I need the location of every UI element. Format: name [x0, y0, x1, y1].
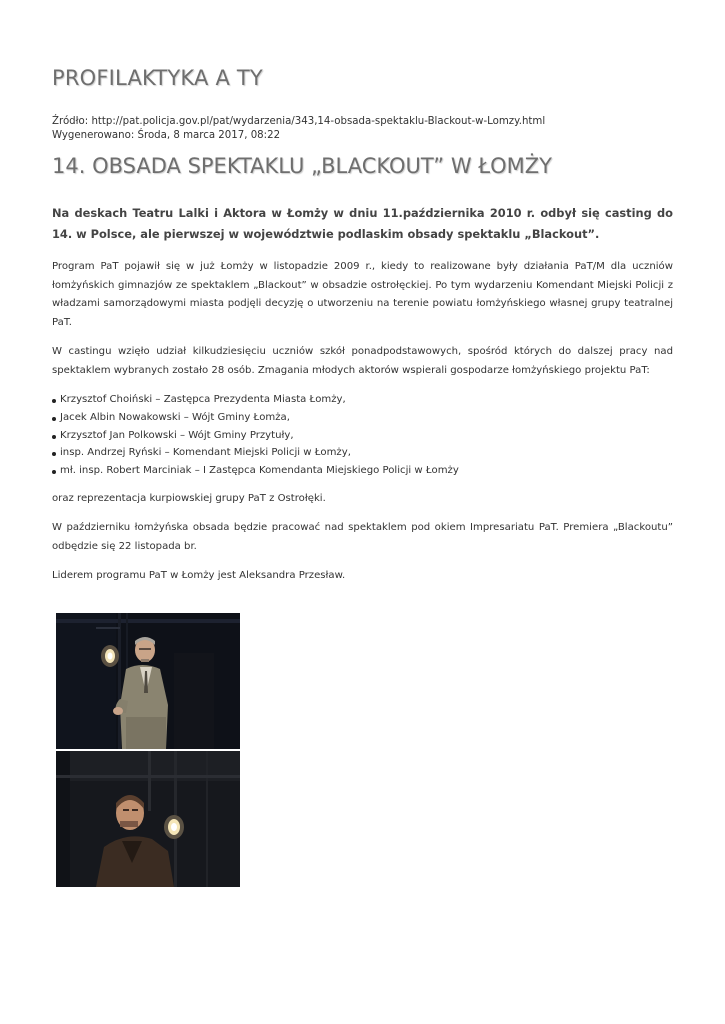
paragraph-casting: W castingu wzięło udział kilkudziesięciu uczniów szkół ponadpodstawowych, spośród których do dalszej pracy nad spektaklem wybranych zostało 28 osób. Zmagania młodych aktorów wspierali gospodarze łomżyńskiego projektu PaT:: [52, 346, 673, 376]
source-line: Źródło: http://pat.policja.gov.pl/pat/wydarzenia/343,14-obsada-spektaklu-Blackout-w-Lomzy.html: [52, 116, 546, 127]
paragraph-premiere: W październiku łomżyńska obsada będzie pracować nad spektaklem pod okiem Impresariatu PaT. Premiera „Blackoutu” odbędzie się 22 listopada br.: [52, 522, 673, 552]
paragraph-representation: oraz reprezentacja kurpiowskiej grupy PaT z Ostrołęki.: [52, 492, 326, 504]
paragraph-intro: Program PaT pojawił się w już Łomży w listopadzie 2009 r., kiedy to realizowane były działania PaT/M dla uczniów łomżyńskich gimnazjów ze spektaklem „Blackout” w obsadzie ostrołęckiej. Po tym wydarzeniu Komendant Miejski Policji z władzami samorządowymi miasta podjęli decyzję o utworzeniu na terenie powiatu łomżyńskiego własnej grupy teatralnej PaT.: [52, 261, 673, 328]
article-body: [52, 258, 673, 597]
list-item: insp. Andrzej Ryński – Komendant Miejski Policji w Łomży,: [52, 444, 673, 462]
photo-speaker-closeup: [56, 751, 240, 887]
paragraph-leader: Liderem programu PaT w Łomży jest Aleksandra Przesław.: [52, 570, 346, 582]
article-title: 14. OBSADA SPEKTAKLU „BLACKOUT” W ŁOMŻY: [52, 154, 552, 178]
document-meta: [52, 115, 545, 143]
article-lead: Na deskach Teatru Lalki i Aktora w Łomży w dniu 11.października 2010 r. odbył się casting do 14. w Polsce, ale pierwszej w województwie podlaskim obsady spektaklu „Blackout”.: [52, 206, 673, 241]
list-item: Krzysztof Choiński – Zastępca Prezydenta Miasta Łomży,: [52, 391, 673, 409]
list-item: mł. insp. Robert Marciniak – I Zastępca Komendanta Miejskiego Policji w Łomży: [52, 462, 673, 480]
photo-gallery: [56, 613, 240, 887]
list-item: Jacek Albin Nowakowski – Wójt Gminy Łomża,: [52, 409, 673, 427]
list-item: Krzysztof Jan Polkowski – Wójt Gminy Przytuły,: [52, 427, 673, 445]
photo-speaker-stage: [56, 613, 240, 749]
photo-speaker-closeup-image: [56, 751, 240, 887]
photo-speaker-stage-image: [56, 613, 240, 749]
generated-line: Wygenerowano: Środa, 8 marca 2017, 08:22: [52, 130, 281, 141]
supporters-list: [52, 391, 673, 480]
site-title: PROFILAKTYKA A TY: [52, 66, 263, 90]
